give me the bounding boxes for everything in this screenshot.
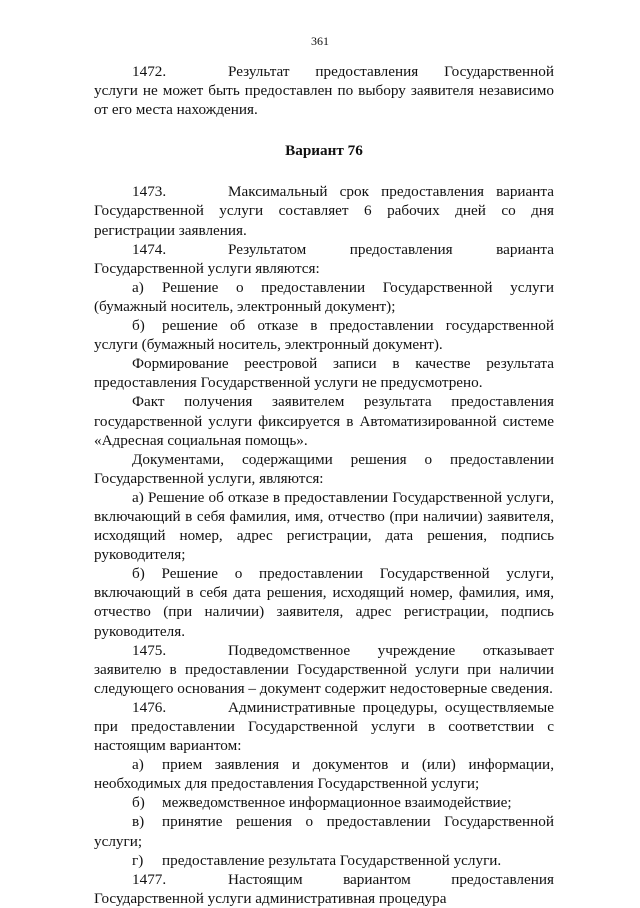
item-number: 1474. [132, 240, 167, 258]
item-letter: б) [132, 794, 145, 812]
item-number: 1473. [132, 183, 167, 201]
section-heading: Вариант 76 [285, 142, 363, 160]
paragraph-doc-a: а) Решение об отказе в предоставлении Государственной услуги, включающий в себя фамилия, имя, отчество (при наличии) заявителя, исходящий номер, адрес регистрации, дата решения, подпись руководителя; [94, 488, 554, 564]
item-number: 1476. [132, 698, 167, 716]
paragraph-text: Настоящим вариантом предоставления Государственной услуги административная процедура [94, 870, 554, 907]
paragraph-text: Административные процедуры, осуществляемые при предоставлении Государственной услуги в соответствии с настоящим вариантом: [94, 698, 554, 755]
item-letter: а) [132, 756, 144, 774]
list-item-b [94, 793, 554, 812]
page-number: 361 [311, 34, 329, 48]
paragraph-1475 [94, 641, 554, 698]
paragraph-text: предоставление результата Государственной услуги. [162, 851, 502, 869]
list-item-a [94, 278, 554, 316]
paragraph-text: решение об отказе в предоставлении государственной услуги (бумажный носитель, электронный документ). [94, 317, 554, 354]
paragraph-fact: Факт получения заявителем результата предоставления государственной услуги фиксируется в Автоматизированной системе «Адресная социальная помощь». [94, 393, 554, 449]
paragraph-1472 [94, 62, 554, 119]
paragraph-registry: Формирование реестровой записи в качестве результата предоставления Государственной услуги не предусмотрено. [94, 355, 554, 392]
paragraph-text: межведомственное информационное взаимодействие; [162, 794, 512, 812]
item-number: 1472. [132, 63, 167, 80]
item-letter: г) [132, 851, 144, 869]
paragraph-1473 [94, 182, 554, 239]
list-item-g [94, 851, 554, 870]
list-item-a [94, 755, 554, 793]
paragraph-text: Результат предоставления Государственной услуги не может быть предоставлен по выбору заявителя независимо от его места нахождения. [94, 63, 554, 119]
document-body [94, 62, 554, 908]
item-letter: б) [132, 317, 145, 335]
item-number: 1475. [132, 641, 167, 659]
paragraph-text: Решение о предоставлении Государственной услуги (бумажный носитель, электронный документ); [94, 278, 554, 315]
item-letter: в) [132, 813, 145, 831]
paragraph-text: Подведомственное учреждение отказывает заявителю в предоставлении Государственной услуги при наличии следующего основания – документ содержит недостоверные сведения. [94, 641, 554, 697]
paragraph-text: Результатом предоставления варианта Государственной услуги являются: [94, 240, 554, 277]
paragraph-text: прием заявления и документов и (или) информации, необходимых для предоставления Государственной услуги; [94, 756, 554, 793]
paragraph-1474 [94, 240, 554, 278]
paragraph-1476 [94, 698, 554, 755]
item-letter: а) [132, 278, 144, 296]
item-number: 1477. [132, 870, 167, 888]
paragraph-text: принятие решения о предоставлении Государственной услуги; [94, 813, 554, 850]
list-item-v [94, 812, 554, 850]
paragraph-1477 [94, 870, 554, 908]
paragraph-doc-b: б) Решение о предоставлении Государственной услуги, включающий в себя дата решения, исходящий номер, фамилия, имя, отчество (при наличии) заявителя, адрес регистрации, подпись руководителя. [94, 565, 554, 640]
paragraph-text: Максимальный срок предоставления варианта Государственной услуги составляет 6 рабочих дней со дня регистрации заявления. [94, 183, 554, 239]
list-item-b [94, 316, 554, 354]
paragraph-documents: Документами, содержащими решения о предоставлении Государственной услуги, являются: [94, 450, 554, 487]
